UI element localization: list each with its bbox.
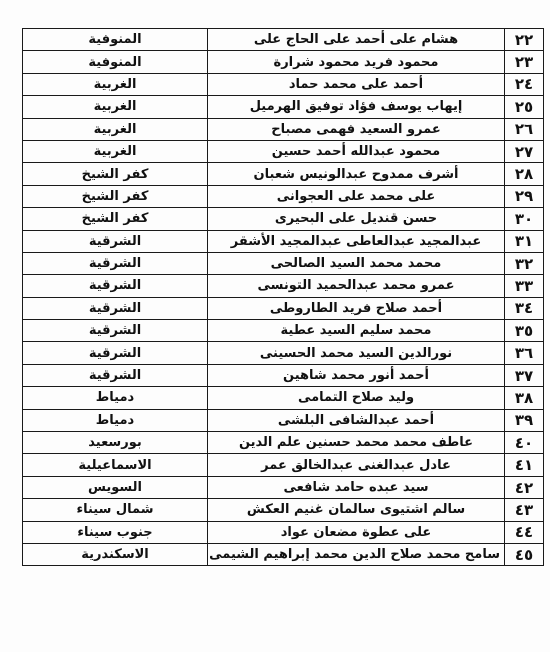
name-cell: عمرو السعيد فهمى مصباح — [208, 118, 505, 140]
table-row — [23, 140, 544, 162]
name-cell: عبدالمجيد عبدالعاطى عبدالمجيد الأشقر — [208, 230, 505, 252]
row-number-cell: ٣٢ — [505, 252, 544, 274]
row-number-cell: ٣٦ — [505, 342, 544, 364]
table-row — [23, 96, 544, 118]
row-number-cell: ٣٨ — [505, 387, 544, 409]
table-row — [23, 364, 544, 386]
row-number-cell: ٤٤ — [505, 521, 544, 543]
table-row — [23, 252, 544, 274]
table-row — [23, 163, 544, 185]
names-table — [22, 28, 544, 566]
name-cell: أشرف ممدوح عبدالونيس شعبان — [208, 163, 505, 185]
governorate-cell: المنوفية — [23, 29, 208, 51]
row-number-cell: ٢٩ — [505, 185, 544, 207]
name-cell: عمرو محمد عبدالحميد التونسى — [208, 275, 505, 297]
name-cell: أحمد أنور محمد شاهين — [208, 364, 505, 386]
governorate-cell: الشرقية — [23, 275, 208, 297]
row-number-cell: ٢٨ — [505, 163, 544, 185]
table-row — [23, 543, 544, 565]
row-number-cell: ٢٢ — [505, 29, 544, 51]
row-number-cell: ٢٥ — [505, 96, 544, 118]
name-cell: أحمد على محمد حماد — [208, 73, 505, 95]
governorate-cell: دمياط — [23, 387, 208, 409]
table-row — [23, 297, 544, 319]
table-row — [23, 476, 544, 498]
row-number-cell: ٣٥ — [505, 320, 544, 342]
name-cell: سيد عبده حامد شافعى — [208, 476, 505, 498]
name-cell: محمد سليم السيد عطية — [208, 320, 505, 342]
row-number-cell: ٤٢ — [505, 476, 544, 498]
name-cell: محمود فريد محمود شرارة — [208, 51, 505, 73]
name-cell: حسن قنديل على البحيرى — [208, 208, 505, 230]
row-number-cell: ٣٤ — [505, 297, 544, 319]
governorate-cell: دمياط — [23, 409, 208, 431]
row-number-cell: ٣٠ — [505, 208, 544, 230]
governorate-cell: الاسماعيلية — [23, 454, 208, 476]
governorate-cell: الشرقية — [23, 364, 208, 386]
governorate-cell: جنوب سيناء — [23, 521, 208, 543]
name-cell: على محمد على العجوانى — [208, 185, 505, 207]
row-number-cell: ٤٣ — [505, 499, 544, 521]
row-number-cell: ٤٥ — [505, 543, 544, 565]
row-number-cell: ٣١ — [505, 230, 544, 252]
governorate-cell: الشرقية — [23, 252, 208, 274]
governorate-cell: الاسكندرية — [23, 543, 208, 565]
governorate-cell: كفر الشيخ — [23, 163, 208, 185]
row-number-cell: ٤٠ — [505, 432, 544, 454]
name-cell: نورالدين السيد محمد الحسينى — [208, 342, 505, 364]
row-number-cell: ٢٧ — [505, 140, 544, 162]
name-cell: وليد صلاح التمامى — [208, 387, 505, 409]
table-row — [23, 73, 544, 95]
name-cell: عاطف محمد محمد حسنين علم الدين — [208, 432, 505, 454]
governorate-cell: كفر الشيخ — [23, 185, 208, 207]
governorate-cell: الغربية — [23, 96, 208, 118]
governorate-cell: كفر الشيخ — [23, 208, 208, 230]
row-number-cell: ٣٣ — [505, 275, 544, 297]
name-cell: سالم اشتيوى سالمان غنيم العكش — [208, 499, 505, 521]
name-cell: أحمد صلاح فريد الطاروطى — [208, 297, 505, 319]
table-row — [23, 499, 544, 521]
name-cell: سامح محمد صلاح الدين محمد إبراهيم الشيمى — [208, 543, 505, 565]
governorate-cell: الغربية — [23, 140, 208, 162]
governorate-cell: المنوفية — [23, 51, 208, 73]
row-number-cell: ٢٤ — [505, 73, 544, 95]
governorate-cell: الغربية — [23, 118, 208, 140]
table-row — [23, 521, 544, 543]
name-cell: إيهاب يوسف فؤاد توفيق الهرميل — [208, 96, 505, 118]
table-row — [23, 432, 544, 454]
table-row — [23, 185, 544, 207]
name-cell: هشام على أحمد على الحاج على — [208, 29, 505, 51]
table-row — [23, 387, 544, 409]
table-row — [23, 320, 544, 342]
governorate-cell: الغربية — [23, 73, 208, 95]
row-number-cell: ٤١ — [505, 454, 544, 476]
governorate-cell: الشرقية — [23, 342, 208, 364]
governorate-cell: الشرقية — [23, 230, 208, 252]
name-cell: محمد محمد السيد الصالحى — [208, 252, 505, 274]
table-row — [23, 118, 544, 140]
governorate-cell: بورسعيد — [23, 432, 208, 454]
table-row — [23, 208, 544, 230]
row-number-cell: ٣٩ — [505, 409, 544, 431]
name-cell: محمود عبدالله أحمد حسين — [208, 140, 505, 162]
row-number-cell: ٢٣ — [505, 51, 544, 73]
table-row — [23, 51, 544, 73]
row-number-cell: ٣٧ — [505, 364, 544, 386]
name-cell: أحمد عبدالشافى البلشى — [208, 409, 505, 431]
table-row — [23, 342, 544, 364]
table-row — [23, 454, 544, 476]
row-number-cell: ٢٦ — [505, 118, 544, 140]
governorate-cell: الشرقية — [23, 320, 208, 342]
governorate-cell: الشرقية — [23, 297, 208, 319]
name-cell: على عطوة مضعان عواد — [208, 521, 505, 543]
table-row — [23, 275, 544, 297]
table-row — [23, 29, 544, 51]
table-row — [23, 409, 544, 431]
name-cell: عادل عبدالغنى عبدالخالق عمر — [208, 454, 505, 476]
governorate-cell: السويس — [23, 476, 208, 498]
table-body — [23, 29, 544, 566]
governorate-cell: شمال سيناء — [23, 499, 208, 521]
table-row — [23, 230, 544, 252]
